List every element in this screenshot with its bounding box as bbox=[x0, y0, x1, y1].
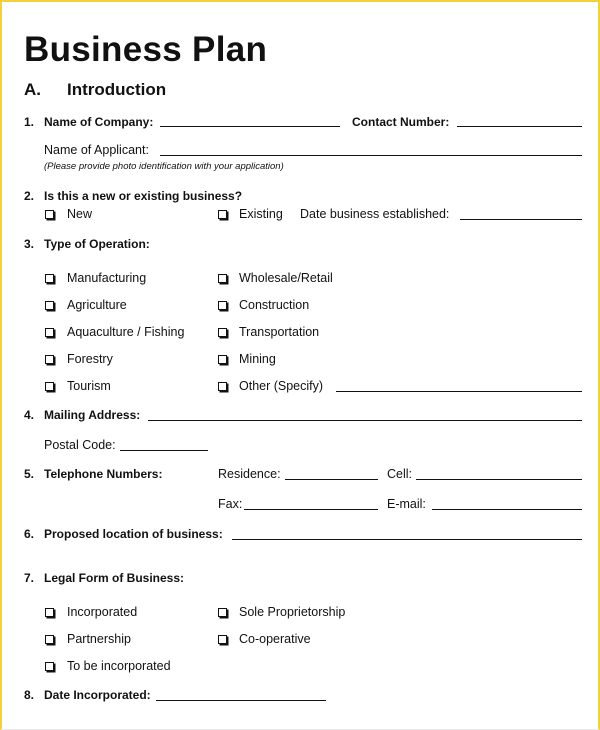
mining-checkbox[interactable] bbox=[218, 355, 227, 364]
partnership-label: Partnership bbox=[67, 632, 131, 646]
transportation-checkbox[interactable] bbox=[218, 328, 227, 337]
mailing-address-field[interactable] bbox=[148, 420, 582, 421]
legal-form-label: Legal Form of Business: bbox=[44, 571, 185, 585]
mining-label: Mining bbox=[239, 352, 276, 366]
section-title: Introduction bbox=[67, 80, 167, 99]
agriculture-label: Agriculture bbox=[67, 298, 127, 312]
applicant-name-field[interactable] bbox=[160, 155, 582, 156]
partnership-checkbox[interactable] bbox=[45, 635, 54, 644]
tourism-label: Tourism bbox=[67, 379, 111, 393]
cell-label: Cell: bbox=[387, 467, 413, 481]
applicant-note: (Please provide photo identification with your application) bbox=[44, 161, 284, 172]
date-incorporated-label: Date Incorporated: bbox=[44, 688, 151, 702]
applicant-name-label: Name of Applicant: bbox=[44, 143, 149, 157]
co-operative-checkbox[interactable] bbox=[218, 635, 227, 644]
contact-number-field[interactable] bbox=[457, 126, 582, 127]
tourism-checkbox[interactable] bbox=[45, 382, 54, 391]
q6-number: 6. bbox=[24, 527, 35, 541]
date-established-label: Date business established: bbox=[300, 207, 450, 221]
cell-field[interactable] bbox=[416, 479, 582, 480]
residence-label: Residence: bbox=[218, 467, 281, 481]
construction-checkbox[interactable] bbox=[218, 301, 227, 310]
construction-label: Construction bbox=[239, 298, 310, 312]
new-business-label: New bbox=[67, 207, 93, 221]
email-label: E-mail: bbox=[387, 497, 426, 511]
manufacturing-checkbox[interactable] bbox=[45, 274, 54, 283]
mailing-address-label: Mailing Address: bbox=[44, 408, 141, 422]
transportation-label: Transportation bbox=[239, 325, 320, 339]
q4-number: 4. bbox=[24, 408, 35, 422]
q5-number: 5. bbox=[24, 467, 35, 481]
operation-type-label: Type of Operation: bbox=[44, 237, 150, 251]
aquaculture-fishing-checkbox[interactable] bbox=[45, 328, 54, 337]
new-business-checkbox[interactable] bbox=[45, 210, 54, 219]
manufacturing-label: Manufacturing bbox=[67, 271, 147, 285]
incorporated-checkbox[interactable] bbox=[45, 608, 54, 617]
fax-label: Fax: bbox=[218, 497, 243, 511]
sole-proprietorship-checkbox[interactable] bbox=[218, 608, 227, 617]
email-field[interactable] bbox=[432, 509, 582, 510]
other-checkbox[interactable] bbox=[218, 382, 227, 391]
date-established-field[interactable] bbox=[460, 219, 582, 220]
company-name-label: Name of Company: bbox=[44, 115, 154, 129]
existing-business-label: Existing bbox=[239, 207, 283, 221]
other-specify-label: Other (Specify) bbox=[239, 379, 324, 393]
telephone-numbers-label: Telephone Numbers: bbox=[44, 467, 163, 481]
business-status-question: Is this a new or existing business? bbox=[44, 189, 243, 203]
postal-code-field[interactable] bbox=[120, 450, 208, 451]
co-operative-label: Co-operative bbox=[239, 632, 311, 646]
q8-number: 8. bbox=[24, 688, 35, 702]
other-specify-field[interactable] bbox=[336, 391, 582, 392]
incorporated-label: Incorporated bbox=[67, 605, 138, 619]
forestry-label: Forestry bbox=[67, 352, 113, 366]
to-be-incorporated-checkbox[interactable] bbox=[45, 662, 54, 671]
proposed-location-field[interactable] bbox=[232, 539, 582, 540]
company-name-field[interactable] bbox=[160, 126, 340, 127]
forestry-checkbox[interactable] bbox=[45, 355, 54, 364]
postal-code-label: Postal Code: bbox=[44, 438, 116, 452]
aquaculture-fishing-label: Aquaculture / Fishing bbox=[67, 325, 185, 339]
page-title: Business Plan bbox=[24, 30, 268, 69]
q3-number: 3. bbox=[24, 237, 35, 251]
existing-business-checkbox[interactable] bbox=[218, 210, 227, 219]
wholesale-retail-label: Wholesale/Retail bbox=[239, 271, 333, 285]
wholesale-retail-checkbox[interactable] bbox=[218, 274, 227, 283]
residence-field[interactable] bbox=[285, 479, 378, 480]
q2-number: 2. bbox=[24, 189, 35, 203]
q7-number: 7. bbox=[24, 571, 35, 585]
q1-number: 1. bbox=[24, 115, 35, 129]
agriculture-checkbox[interactable] bbox=[45, 301, 54, 310]
proposed-location-label: Proposed location of business: bbox=[44, 527, 223, 541]
to-be-incorporated-label: To be incorporated bbox=[67, 659, 171, 673]
sole-proprietorship-label: Sole Proprietorship bbox=[239, 605, 346, 619]
fax-field[interactable] bbox=[244, 509, 378, 510]
contact-number-label: Contact Number: bbox=[352, 115, 450, 129]
section-letter: A. bbox=[24, 80, 41, 99]
date-incorporated-field[interactable] bbox=[156, 700, 326, 701]
